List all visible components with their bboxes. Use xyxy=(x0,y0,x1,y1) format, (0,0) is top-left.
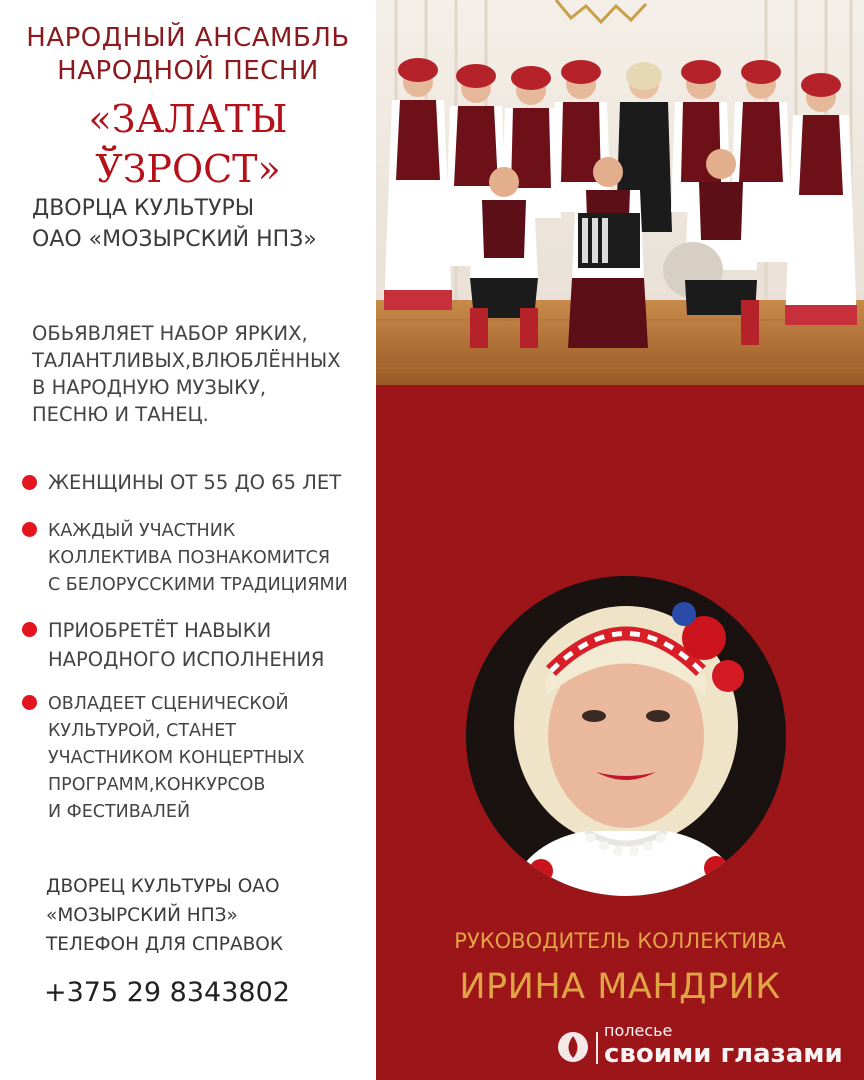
list-item xyxy=(22,691,304,826)
leader-portrait-illustration xyxy=(466,576,786,896)
list-item-text xyxy=(48,518,348,599)
list-item xyxy=(22,470,341,496)
ensemble-name: «ЗАЛАТЫ ЎЗРОСТ» xyxy=(88,97,288,191)
organization xyxy=(32,193,317,255)
list-item xyxy=(22,518,348,599)
watermark-small-text: полесье xyxy=(604,1021,673,1040)
bullet-dot-icon xyxy=(22,475,37,490)
list-item-line: ПРОГРАММ,КОНКУРСОВ xyxy=(48,775,266,795)
watermark-divider xyxy=(596,1032,598,1064)
leader-role: РУКОВОДИТЕЛЬ КОЛЛЕКТИВА xyxy=(454,929,786,953)
watermark-big-text: своими глазами xyxy=(604,1039,843,1069)
contact-info xyxy=(46,872,283,959)
list-item-line: ОВЛАДЕЕТ СЦЕНИЧЕСКОЙ xyxy=(48,694,289,714)
watermark-logo xyxy=(552,1018,852,1074)
leader-portrait xyxy=(466,576,786,896)
announcement-line-2: ТАЛАНТЛИВЫХ,ВЛЮБЛЁННЫХ xyxy=(32,349,341,372)
title-line-2: НАРОДНОЙ ПЕСНИ xyxy=(57,56,319,86)
visual-panel xyxy=(376,0,864,1080)
ensemble-group-photo xyxy=(376,0,864,385)
info-panel xyxy=(0,0,376,1080)
list-item-text xyxy=(48,470,341,496)
announcement-line-3: В НАРОДНУЮ МУЗЫКУ, xyxy=(32,376,267,399)
organization-line-1: ДВОРЦА КУЛЬТУРЫ xyxy=(32,196,255,221)
list-item-line: ЖЕНЩИНЫ ОТ 55 ДО 65 ЛЕТ xyxy=(48,471,342,494)
group-photo-illustration xyxy=(376,0,864,385)
bullet-dot-icon xyxy=(22,522,37,537)
announcement-line-1: ОБЬЯВЛЯЕТ НАБОР ЯРКИХ, xyxy=(32,322,308,345)
announcement xyxy=(32,320,341,428)
contact-line-2: «МОЗЫРСКИЙ НПЗ» xyxy=(46,905,238,926)
list-item xyxy=(22,616,324,674)
contact-line-1: ДВОРЕЦ КУЛЬТУРЫ ОАО xyxy=(46,876,280,897)
announcement-line-4: ПЕСНЮ И ТАНЕЦ. xyxy=(32,403,209,426)
contact-line-3: ТЕЛЕФОН ДЛЯ СПРАВОК xyxy=(46,934,283,955)
droplet-logo-icon xyxy=(556,1030,590,1064)
phone-number[interactable]: +375 29 8343802 xyxy=(44,977,290,1008)
list-item-line: НАРОДНОГО ИСПОЛНЕНИЯ xyxy=(48,648,325,671)
list-item-line: УЧАСТНИКОМ КОНЦЕРТНЫХ xyxy=(48,748,305,768)
title-line-1: НАРОДНЫЙ АНСАМБЛЬ xyxy=(26,23,350,53)
list-item-line: ПРИОБРЕТЁТ НАВЫКИ xyxy=(48,619,272,642)
list-item-text xyxy=(48,616,324,674)
bullet-dot-icon xyxy=(22,695,37,710)
list-item-text xyxy=(48,691,304,826)
leader-name: ИРИНА МАНДРИК xyxy=(459,967,781,1007)
list-item-line: КАЖДЫЙ УЧАСТНИК xyxy=(48,521,236,541)
poster-title xyxy=(0,22,376,194)
list-item-line: КУЛЬТУРОЙ, СТАНЕТ xyxy=(48,721,236,741)
list-item-line: И ФЕСТИВАЛЕЙ xyxy=(48,802,191,822)
organization-line-2: ОАО «МОЗЫРСКИЙ НПЗ» xyxy=(32,227,317,252)
list-item-line: КОЛЛЕКТИВА ПОЗНАКОМИТСЯ xyxy=(48,548,331,568)
bullet-dot-icon xyxy=(22,622,37,637)
list-item-line: С БЕЛОРУССКИМИ ТРАДИЦИЯМИ xyxy=(48,575,348,595)
